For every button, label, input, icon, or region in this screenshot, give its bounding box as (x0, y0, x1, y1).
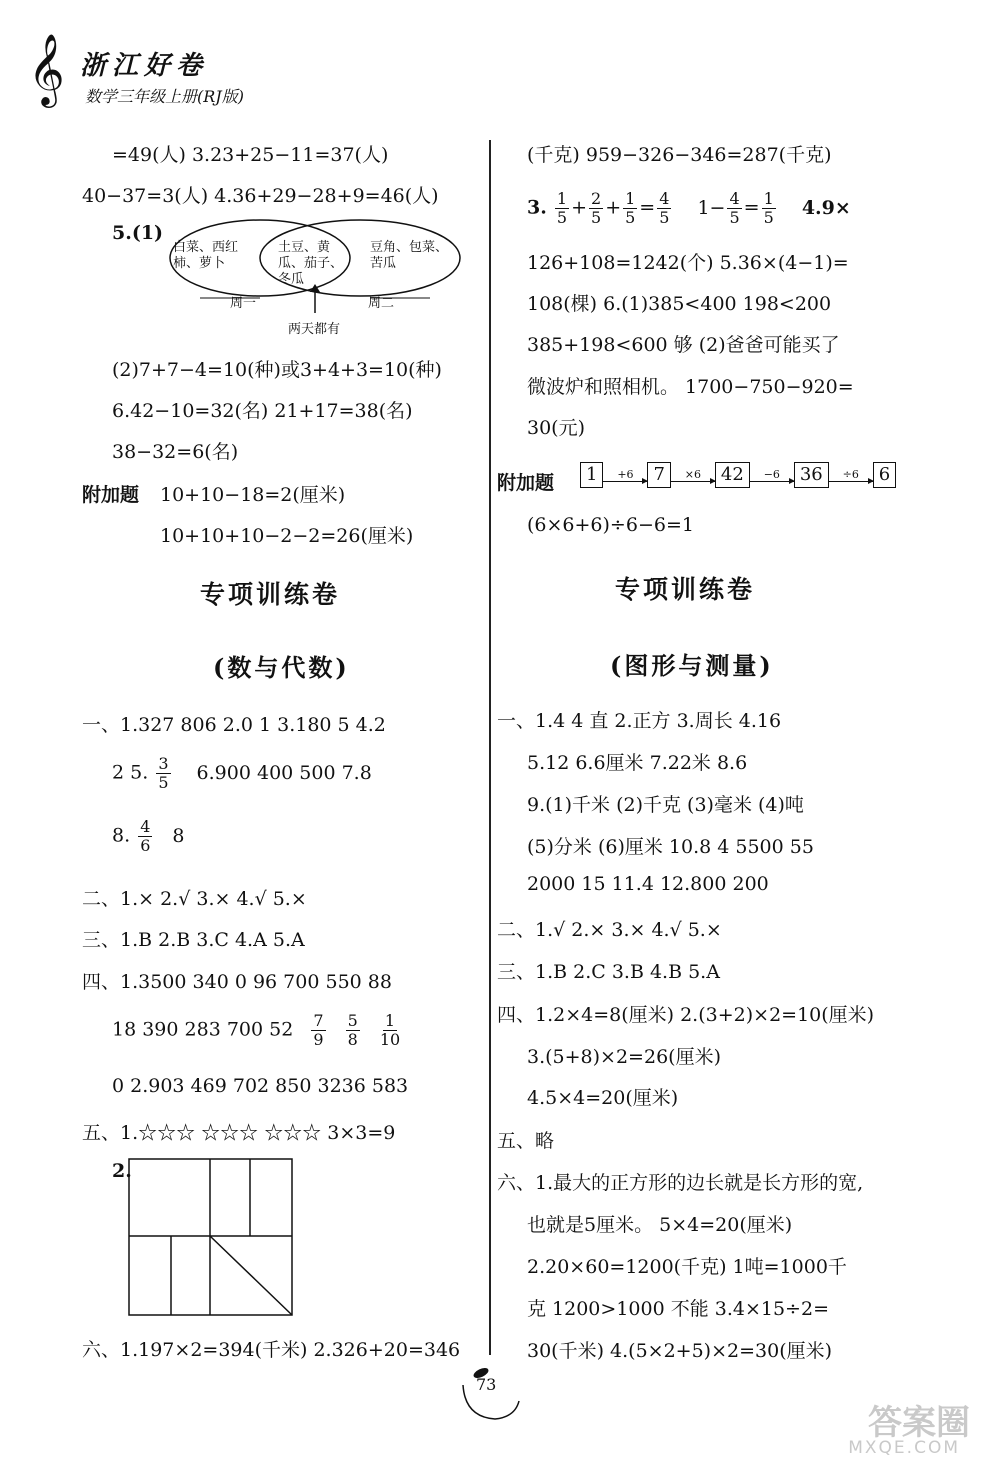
answer-line: (6×6+6)÷6−6=1 (527, 514, 694, 536)
fraction: $\frac{4}{5}$ (659, 189, 670, 227)
chain-box: 1 (580, 462, 603, 488)
fraction: $\frac{3}{5}$ (158, 754, 169, 792)
chain-box: 42 (715, 462, 750, 488)
chain-box: 36 (794, 462, 829, 488)
page-number: 73 (476, 1375, 497, 1394)
answer-line: 2 5. $\frac{3}{5}$ 6.900 400 500 7.8 (112, 754, 372, 792)
venn-label-tuesday: 周二 (368, 296, 395, 311)
answer-line: 10+10−18=2(厘米) (160, 484, 346, 506)
answer-line: 0 2.903 469 702 850 3236 583 (112, 1075, 409, 1097)
answer-line: 30(千米) 4.(5×2+5)×2=30(厘米) (527, 1340, 833, 1362)
chain-box: 7 (647, 462, 670, 488)
bonus-label: 附加题 (82, 484, 140, 506)
fraction: $\frac{4}{6}$ (140, 817, 151, 855)
answer-line: 三、1.B 2.C 3.B 4.B 5.A (497, 961, 720, 983)
answer-line: 五、1.☆☆☆ ☆☆☆ ☆☆☆ 3×3=9 (82, 1122, 396, 1144)
answer-line: 5.12 6.6厘米 7.22米 8.6 (527, 752, 748, 774)
venn-right-text: 豆角、包菜、苦瓜 (370, 240, 449, 271)
answer-line: (千克) 959−326−346=287(千克) (527, 144, 832, 166)
answer-line: 六、1.197×2=394(千米) 2.326+20=346 (82, 1339, 461, 1361)
answer-line: 六、1.最大的正方形的边长就是长方形的宽, (497, 1172, 864, 1194)
page-number-ornament (455, 1365, 525, 1425)
answer-line: 5.(1) (112, 222, 164, 244)
fraction: $\frac{5}{8}$ (347, 1011, 358, 1049)
answer-line: 2.20×60=1200(千克) 1吨=1000千 (527, 1256, 847, 1278)
venn-mid-text: 土豆、黄瓜、茄子、冬瓜 (278, 240, 344, 287)
answer-line: 10+10+10−2−2=26(厘米) (160, 525, 414, 547)
book-title: 浙江好卷 (80, 51, 209, 81)
fraction: $\frac{4}{5}$ (729, 189, 740, 227)
rectangle-partition-figure (128, 1158, 294, 1318)
fraction: $\frac{7}{9}$ (313, 1011, 324, 1049)
section-subtitle: (数与代数) (213, 653, 350, 682)
answer-line: 四、1.2×4=8(厘米) 2.(3+2)×2=10(厘米) (497, 1004, 875, 1026)
bonus-label: 附加题 (497, 472, 555, 494)
fraction: $\frac{1}{5}$ (556, 189, 568, 227)
answer-line: 8. $\frac{4}{6}$ 8 (112, 817, 185, 855)
answer-line: 五、略 (497, 1130, 555, 1152)
arrow-op: ×6 (671, 469, 715, 482)
answer-line: 二、1.√ 2.× 3.× 4.√ 5.× (497, 919, 722, 941)
answer-line: 6.42−10=32(名) 21+17=38(名) (112, 400, 413, 422)
watermark-url: MXQE.COM (848, 1438, 960, 1458)
answer-line: 克 1200>1000 不能 3.4×15÷2= (527, 1298, 829, 1320)
answer-line: 微波炉和照相机。 1700−750−920= (527, 376, 854, 398)
answer-line: 二、1.× 2.√ 3.× 4.√ 5.× (82, 888, 307, 910)
operation-chain (580, 462, 896, 488)
answer-line: 126+108=1242(个) 5.36×(4−1)= (527, 252, 849, 274)
answer-line: 18 390 283 700 52 $\frac{7}{9}$ $\frac{5}{8}$ $\frac{1}{10}$ (112, 1011, 401, 1049)
fraction: $\frac{2}{5}$ (591, 189, 602, 227)
answer-line: 40−37=3(人) 4.36+29−28+9=46(人) (82, 185, 439, 207)
music-note-icon: 𝄞 (28, 32, 65, 105)
venn-left-text: 白菜、西红柿、萝卜 (173, 240, 239, 271)
answer-line: 四、1.3500 340 0 96 700 550 88 (82, 971, 392, 993)
answer-line: 2. (112, 1160, 132, 1182)
fraction: $\frac{1}{10}$ (379, 1011, 401, 1049)
arrow-op: −6 (750, 469, 794, 482)
answer-line: 3. $\frac{1}{5}$ + $\frac{2}{5}$ + $\frac{1}{5}$ = $\frac{4}{5}$ 1− $\frac{4}{5}$ = $\frac{1}{5}$ 4.9× (527, 189, 851, 227)
answer-line: 30(元) (527, 417, 586, 439)
book-subtitle: 数学三年级上册(RJ版) (85, 87, 244, 106)
watermark-logo: 答案圈 (868, 1403, 970, 1443)
answer-line: 385+198<600 够 (2)爸爸可能买了 (527, 334, 840, 356)
answer-line: 2000 15 11.4 12.800 200 (527, 873, 769, 895)
fraction: $\frac{1}{5}$ (625, 189, 636, 227)
venn-label-both: 两天都有 (288, 322, 341, 337)
answer-line: 9.(1)千米 (2)千克 (3)毫米 (4)吨 (527, 794, 804, 816)
arrow-op: ÷6 (829, 469, 873, 482)
fraction: $\frac{1}{5}$ (763, 189, 774, 227)
venn-label-monday: 周一 (230, 296, 257, 311)
answer-line: 4.5×4=20(厘米) (527, 1087, 679, 1109)
answer-line: 108(棵) 6.(1)385<400 198<200 (527, 293, 832, 315)
chain-box: 6 (873, 462, 896, 488)
column-divider (489, 140, 491, 1355)
answer-line: 一、1.327 806 2.0 1 3.180 5 4.2 (82, 714, 386, 736)
answer-line: 3.(5+8)×2=26(厘米) (527, 1046, 721, 1068)
answer-line: 也就是5厘米。 5×4=20(厘米) (527, 1214, 793, 1236)
answer-line: 38−32=6(名) (112, 441, 239, 463)
answer-line: (2)7+7−4=10(种)或3+4+3=10(种) (112, 359, 442, 381)
section-title: 专项训练卷 (200, 580, 341, 609)
answer-line: =49(人) 3.23+25−11=37(人) (112, 144, 389, 166)
section-title: 专项训练卷 (615, 575, 756, 604)
answer-line: (5)分米 (6)厘米 10.8 4 5500 55 (527, 836, 814, 858)
section-subtitle: (图形与测量) (610, 651, 774, 680)
answer-line: 三、1.B 2.B 3.C 4.A 5.A (82, 929, 305, 951)
arrow-op: +6 (603, 469, 647, 482)
answer-line: 一、1.4 4 直 2.正方 3.周长 4.16 (497, 710, 782, 732)
